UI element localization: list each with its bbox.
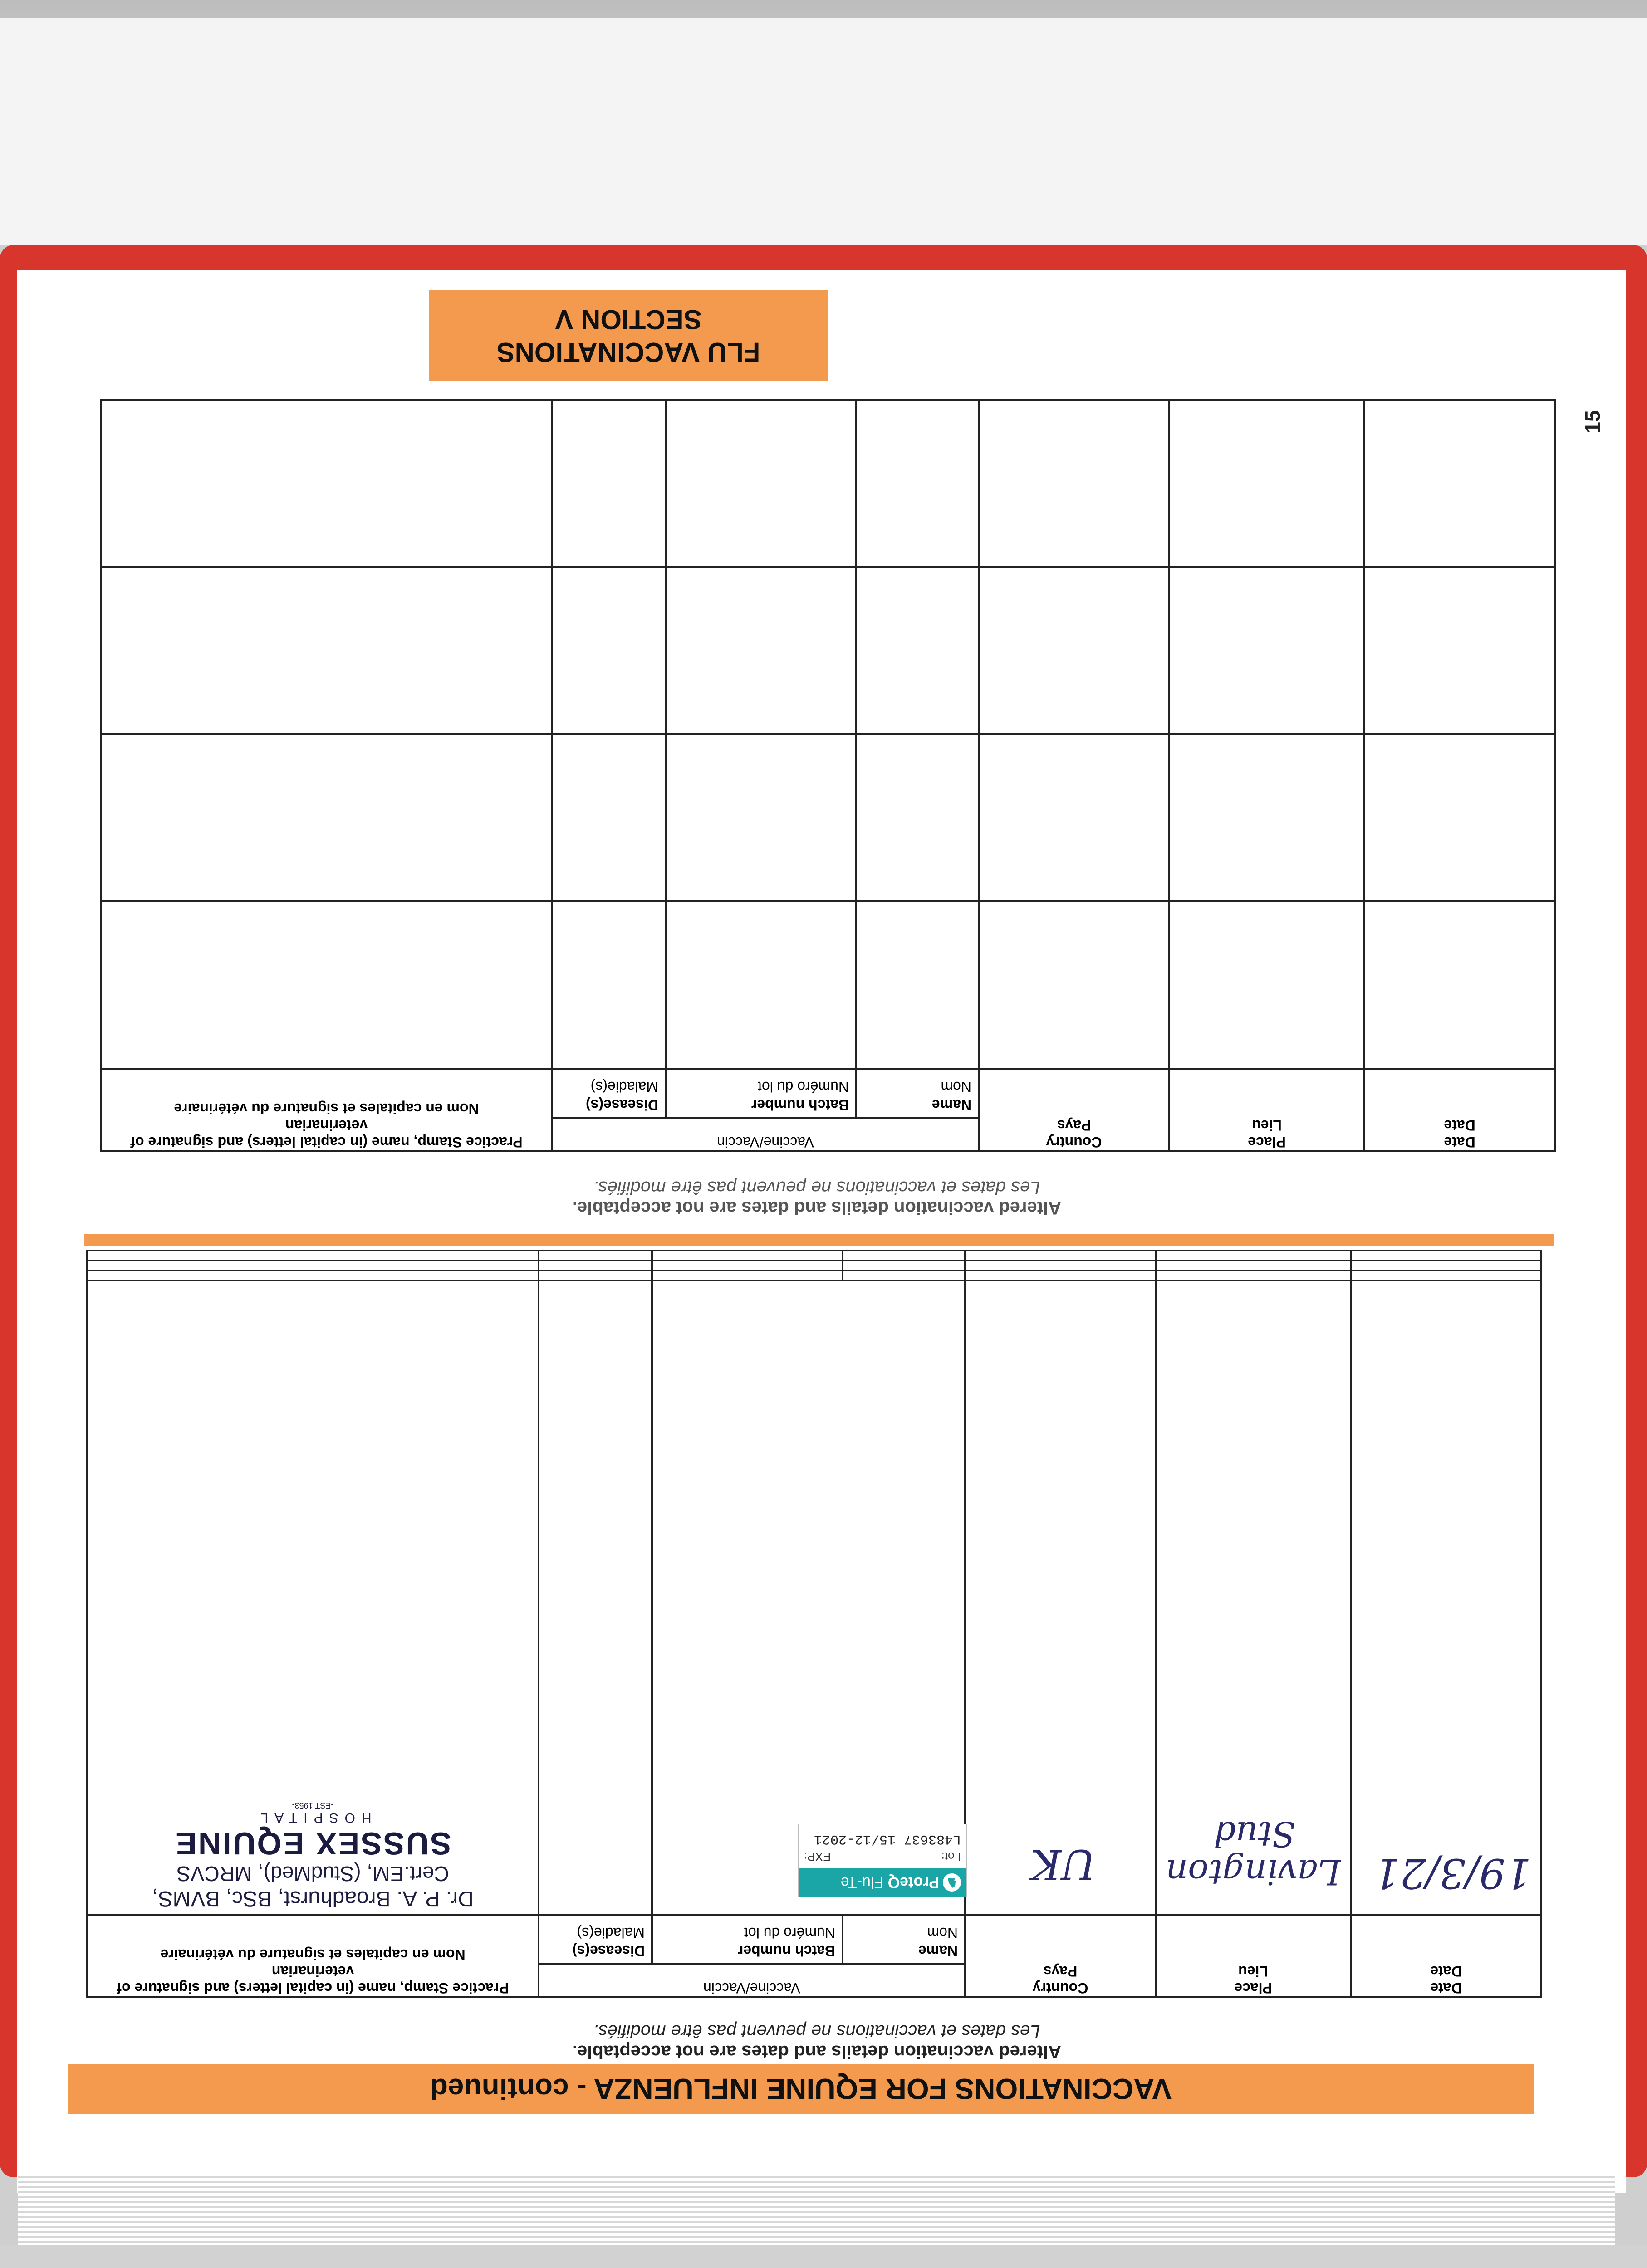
col-vaccine-name: Name Nom [843, 1915, 965, 1964]
table-row [87, 1281, 1541, 1915]
stamp-vet-qualifications: Cert.EM, (StudMed), MRCVS [176, 1862, 449, 1886]
vaccine-brand: ProteQ [887, 1874, 940, 1891]
entry-diseases [539, 1281, 652, 1915]
col-date: Date Date [1364, 1069, 1555, 1151]
stamp-practice-name: SUSSEX EQUINE [174, 1826, 451, 1861]
col-practice-stamp: Practice Stamp, name (in capital letters) and signature of veterinarian Nom en capitales et signature du vétérinaire [87, 1915, 539, 1997]
col-batch-number: Batch number Numéro du lot [666, 1069, 856, 1118]
handwritten-place-line2: Stud [1213, 1814, 1296, 1855]
table-row [101, 567, 1555, 735]
flu-section-header [429, 290, 828, 381]
col-practice-stamp: Practice Stamp, name (in capital letters) and signature of veterinarian Nom en capitales et signature du vétérinaire [101, 1069, 552, 1151]
page-edges [18, 2173, 1615, 2245]
vaccine-lot-value: L483637 15/12-2021 [814, 1831, 961, 1847]
entry-date [1351, 1281, 1541, 1915]
horse-logo-icon: ♞ [943, 1873, 961, 1892]
equine-section-header: VACCINATIONS FOR EQUINE INFLUENZA - continued [68, 2064, 1534, 2114]
col-place: Place Lieu [1169, 1069, 1364, 1151]
scan-background-bottom [0, 2245, 1647, 2268]
flu-notice-fr: Les dates et vaccinations ne peuvent pas être modifiés. [593, 1178, 1040, 1198]
lot-label: Lot: [941, 1850, 961, 1863]
equine-notice-en: Altered vaccination details and dates are not acceptable. [572, 2042, 1062, 2062]
col-place: Place Lieu [1156, 1915, 1351, 1997]
vaccine-sticker-header [799, 1868, 966, 1897]
flu-section-title: FLU VACCINATIONS [496, 337, 760, 367]
col-country: Country Pays [965, 1915, 1156, 1997]
equine-notice [454, 2007, 1180, 2062]
table-row [87, 1261, 1541, 1271]
exp-label: EXP: [804, 1850, 831, 1863]
col-diseases: Disease(s) Maladie(s) [539, 1915, 652, 1964]
scan-background-paper [0, 18, 1647, 245]
flu-notice-en: Altered vaccination details and dates are not acceptable. [572, 1198, 1062, 1218]
table-row [87, 1271, 1541, 1281]
practice-stamp [88, 1800, 538, 1914]
col-diseases: Disease(s) Maladie(s) [552, 1069, 666, 1118]
table-row [101, 902, 1555, 1069]
entry-place [1156, 1281, 1351, 1915]
table-row [101, 734, 1555, 902]
page-fold-band [84, 1234, 1554, 1246]
entry-practice-stamp [87, 1281, 539, 1915]
vaccine-group-header: Vaccine/Vaccin [552, 1118, 979, 1151]
col-country: Country Pays [979, 1069, 1169, 1151]
handwritten-place-line1: Lavington [1166, 1852, 1341, 1892]
handwritten-country: UK [1030, 1840, 1096, 1888]
flu-notice [454, 1163, 1180, 1218]
vaccine-group-header: Vaccine/Vaccin [539, 1964, 965, 1997]
vaccine-batch-sticker [798, 1824, 967, 1897]
equine-notice-fr: Les dates et vaccinations ne peuvent pas être modifiés. [593, 2021, 1040, 2041]
entry-vaccine-label-cell [652, 1281, 965, 1915]
table-row [101, 400, 1555, 567]
vaccine-product: Flu-Te [840, 1874, 884, 1891]
flu-section-subtitle: SECTION V [555, 304, 702, 335]
col-batch-number: Batch number Numéro du lot [652, 1915, 843, 1964]
handwritten-date: 19/3/21 [1374, 1849, 1532, 1897]
vaccine-lot-labels [799, 1849, 966, 1868]
page-number: 15 [1581, 410, 1604, 434]
stamp-vet-name: Dr. P. A. Broadhurst, BSc, BVMS, [152, 1887, 474, 1911]
col-vaccine-name: Name Nom [856, 1069, 979, 1118]
stamp-est: -EST 1953- [292, 1801, 334, 1810]
flu-vaccination-table [100, 399, 1556, 1152]
col-date: Date Date [1351, 1915, 1541, 1997]
table-row [87, 1251, 1541, 1261]
equine-influenza-table [86, 1250, 1542, 1998]
stamp-practice-type: HOSPITAL [254, 1810, 372, 1825]
entry-country [965, 1281, 1156, 1915]
